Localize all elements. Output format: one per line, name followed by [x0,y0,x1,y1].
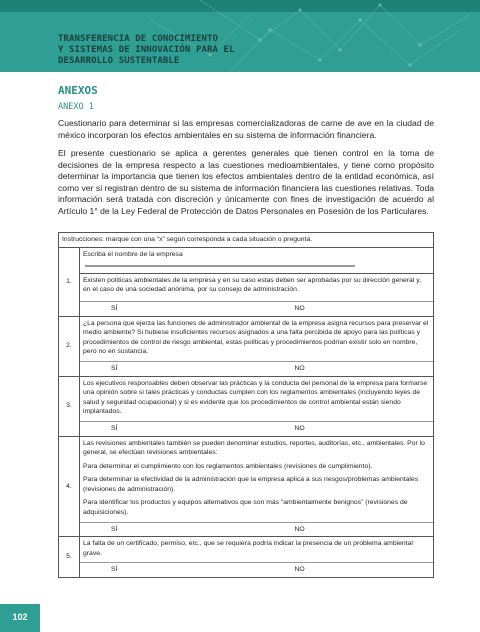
yes-option[interactable]: SÍ [111,525,118,533]
page-header [0,0,480,72]
answer-row [80,562,433,575]
questionnaire-table [58,232,434,578]
question-text: La falta de un certificado, permiso, etc., que se requiera podría indicar la presencia de un problema ambiental grave. [83,540,413,557]
no-option[interactable]: NO [294,364,305,372]
intro-paragraph: Cuestionario para determinar si las empresas comercializadoras de carne de ave en la ciudad de méxico incorporan los efectos ambientales en su sistema de información financiera. [58,118,434,140]
no-option[interactable]: NO [294,304,305,312]
question-text: Los ejecutivos responsables deben observar las prácticas y la conducta del personal de la empresa para formarse una opinión sobre si tales prácticas y conductas cumplen con los reglamentos ambientales (incluyendo leyes de salud y seguridad ocupacional) y si es evidente que los procedimientos de control ambiental están siendo implantados. [83,379,428,416]
no-option[interactable]: NO [294,424,305,432]
question-number: 4. [59,436,80,537]
header-title [58,34,235,67]
question-cell [80,537,434,578]
question-subitem: Para identificar los productos y equipos alternativos que son más “ambientalmente benignos” (revisiones de adquisiciones). [83,499,408,517]
description-paragraph: El presente cuestionario se aplica a gerentes generales que tienen control en la toma de decisiones de la empresa respecto a las cuestiones medioambientales, y tiene como propósito determinar la importancia que tienen los efectos ambientales dentro de la entidad económica, así como ver si registran dentro de su sistema de información financiera las cuestiones relativas. Toda información será tratada con discreción y únicamente con fines de investigación de acuerdo al Artículo 1° de la Ley Federal de Protección de Datos Personales en Posesión de los Particulares. [58,148,434,216]
header-title-line1: TRANSFERENCIA DE CONOCIMIENTO [58,34,219,44]
annex-title: ANEXO 1 [58,102,94,112]
yes-option[interactable]: SÍ [111,566,118,574]
question-cell [80,376,434,436]
header-title-line2: Y SISTEMAS DE INNOVACIÓN PARA EL [58,45,235,55]
company-name-field[interactable] [85,259,355,267]
page-number: 102 [12,612,28,622]
question-subitem: Para determinar la efectividad de la administración que la empresa aplica a sus riesgos/problemas ambientales (revisiones de administración). [83,476,419,493]
question-cell [80,436,434,537]
answer-row [80,361,433,374]
no-option[interactable]: NO [294,525,305,533]
company-name-row [80,247,434,273]
question-text: Las revisiones ambientales también se pueden denominar estudios, reportes, auditorías, etc., ambientales. Por lo general, se efectúan revisiones ambientales: [83,439,425,457]
question-cell [80,316,434,376]
question-number: 5. [59,537,80,578]
company-name-label: Escriba el nombre de la empresa [83,250,183,258]
question-number: 3. [59,376,80,436]
answer-row [80,522,433,535]
yes-option[interactable]: SÍ [111,364,118,372]
answer-row [80,421,433,434]
question-text: ¿La persona que ejerza las funciones de administrador ambiental de la empresa asigna recursos para preservar el medio ambiente? Si hubiese insuficientes recursos asignados a una falta percibida de apoyo para las políticas y procedimientos de control de riesgo ambiental, estas políticas y procedimientos podrían existir solo en nombre, pero no en sustancia. [83,319,429,356]
no-option[interactable]: NO [294,566,305,574]
page-number-tab [0,604,40,632]
question-number: 1. [59,247,80,316]
section-title: ANEXOS [58,84,98,97]
header-title-line3: DESARROLLO SUSTENTABLE [58,56,180,66]
question-text: Existen políticas ambientales de la empresa y en su caso estas deben ser aprobadas por su dirección general y, en el caso de una sociedad anónima, por su consejo de administración. [83,276,422,294]
yes-option[interactable]: SÍ [111,304,118,312]
question-cell [80,273,434,316]
answer-row [80,301,433,314]
question-subitem: Para determinar el cumplimiento con los reglamentos ambientales (revisiones de cumplimiento). [83,462,373,470]
instructions-cell: Instrucciones: marque con una “x” según corresponda a cada situación o pregunta. [59,233,434,248]
yes-option[interactable]: SÍ [111,424,118,432]
question-number: 2. [59,316,80,376]
